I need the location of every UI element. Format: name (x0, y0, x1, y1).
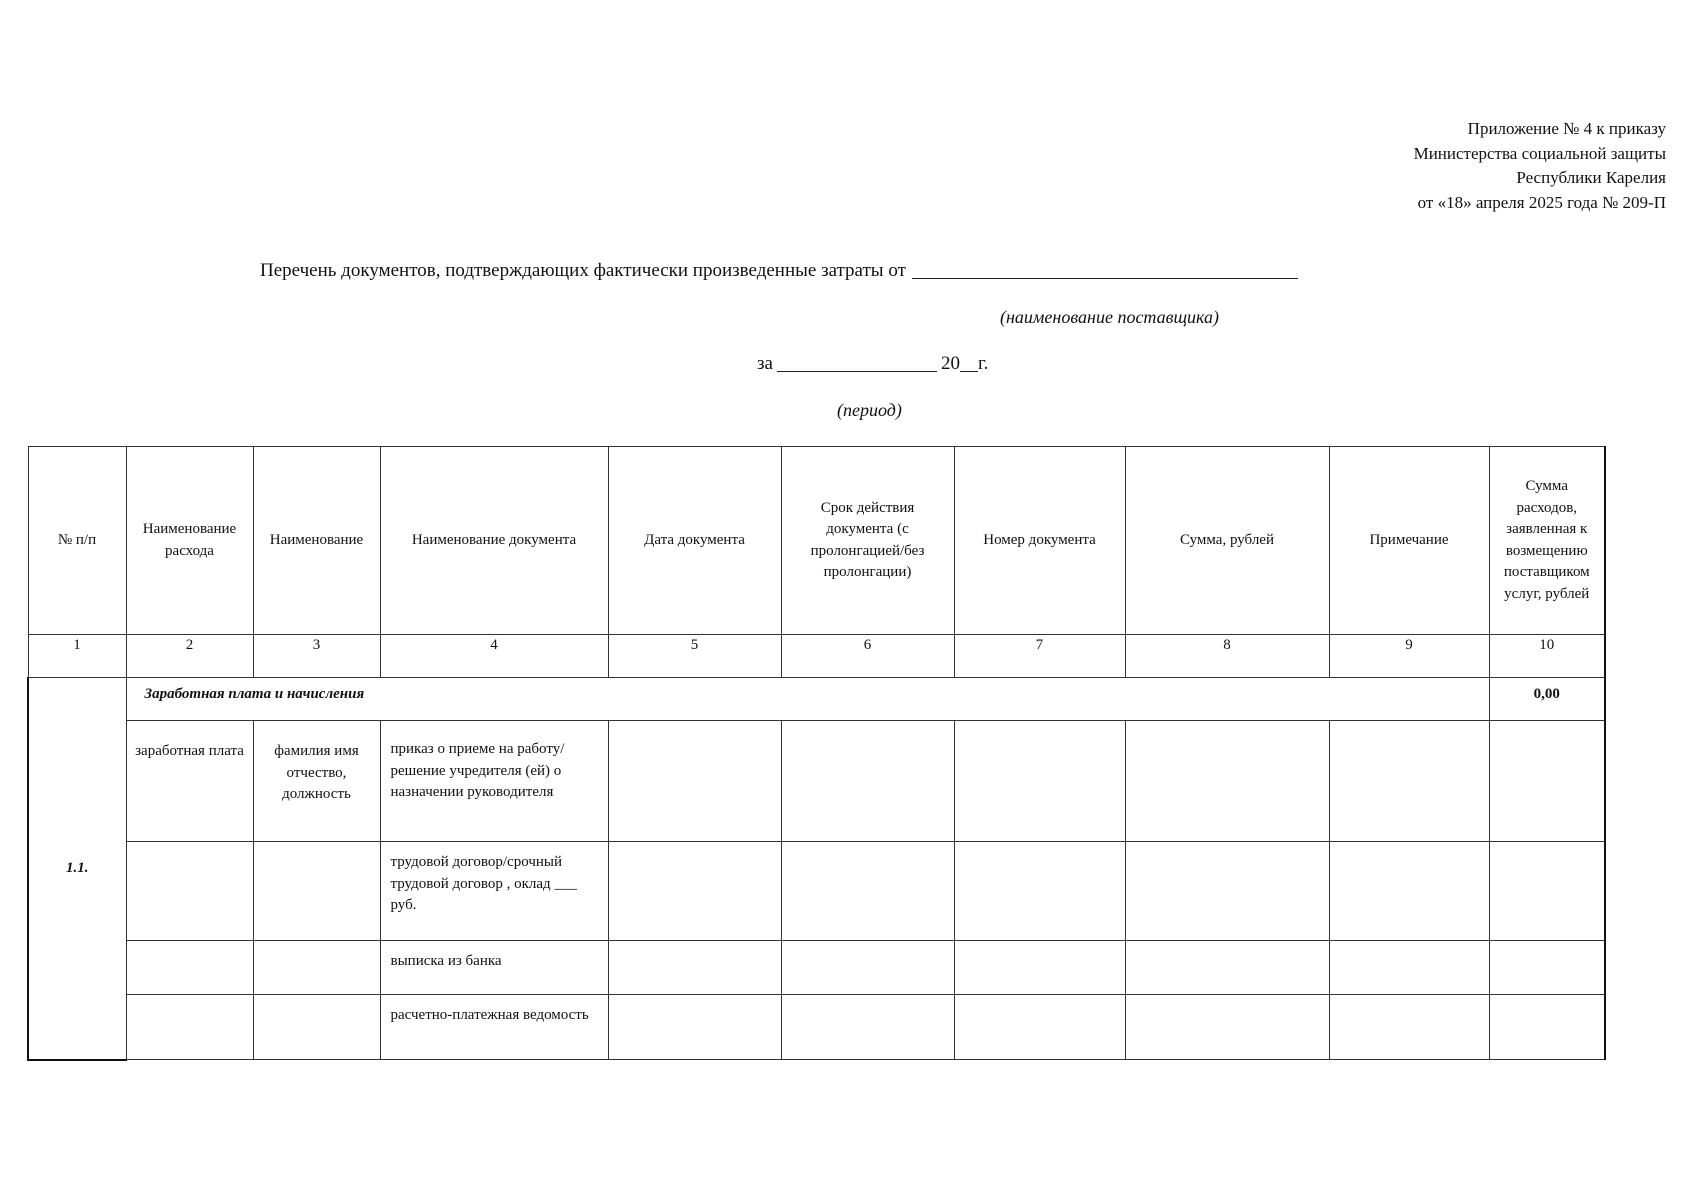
appendix-line: от «18» апреля 2025 года № 209-П (1417, 192, 1666, 212)
table-row (28, 995, 1605, 1060)
appendix-line: Республики Карелия (1516, 168, 1666, 187)
header-cell: № п/п (28, 447, 126, 635)
column-number: 5 (608, 635, 781, 678)
header-cell: Срок действия документа (с пролонгацией/без пролонгации) (781, 447, 954, 635)
validity-cell[interactable] (781, 941, 954, 995)
table-row (28, 842, 1605, 941)
validity-cell[interactable] (781, 721, 954, 842)
column-number: 1 (28, 635, 126, 678)
expense-cell[interactable] (126, 995, 253, 1060)
table-row (28, 721, 1605, 842)
header-cell: Дата документа (608, 447, 781, 635)
appendix-line: Министерства социальной защиты (1413, 143, 1666, 163)
period-year: 20 (940, 353, 960, 374)
year-blank-field[interactable] (960, 353, 978, 372)
document-cell[interactable]: приказ о приеме на работу/ решение учредителя (ей) о назначении руководителя (380, 721, 608, 842)
column-number: 6 (781, 635, 954, 678)
validity-cell[interactable] (781, 842, 954, 941)
date-cell[interactable] (608, 995, 781, 1060)
name-cell[interactable] (253, 941, 380, 995)
expense-cell[interactable] (126, 941, 253, 995)
note-cell[interactable] (1329, 842, 1489, 941)
header-cell: Номер документа (954, 447, 1125, 635)
document-title (260, 259, 1298, 282)
expense-cell[interactable]: заработная плата (126, 721, 253, 842)
name-cell[interactable] (253, 842, 380, 941)
name-cell[interactable]: фамилия имя отчество, должность (253, 721, 380, 842)
column-number: 7 (954, 635, 1125, 678)
claimed-sum-cell[interactable] (1489, 941, 1605, 995)
header-cell: Наименование расхода (126, 447, 253, 635)
column-number: 10 (1489, 635, 1605, 678)
section-label: Заработная плата и начисления (126, 678, 1489, 721)
period-line (757, 353, 988, 375)
claimed-sum-cell[interactable] (1489, 842, 1605, 941)
amount-cell[interactable] (1125, 721, 1329, 842)
appendix-line: Приложение № 4 к приказу (1467, 119, 1666, 138)
note-cell[interactable] (1329, 941, 1489, 995)
column-number-row (28, 635, 1605, 678)
column-number: 3 (253, 635, 380, 678)
document-cell[interactable]: выписка из банка (380, 941, 608, 995)
doc-number-cell[interactable] (954, 995, 1125, 1060)
doc-number-cell[interactable] (954, 941, 1125, 995)
document-cell[interactable]: расчетно-платежная ведомость (380, 995, 608, 1060)
title-text: Перечень документов, подтверждающих фактически произведенные затраты от (260, 260, 906, 281)
column-number: 4 (380, 635, 608, 678)
header-cell: Сумма, рублей (1125, 447, 1329, 635)
amount-cell[interactable] (1125, 842, 1329, 941)
header-cell: Сумма расходов, заявленная к возмещению поставщиком услуг, рублей (1489, 447, 1605, 635)
section-sum: 0,00 (1489, 678, 1605, 721)
doc-number-cell[interactable] (954, 842, 1125, 941)
documents-table (27, 446, 1606, 1061)
claimed-sum-cell[interactable] (1489, 721, 1605, 842)
amount-cell[interactable] (1125, 995, 1329, 1060)
amount-cell[interactable] (1125, 941, 1329, 995)
expense-cell[interactable] (126, 842, 253, 941)
doc-number-cell[interactable] (954, 721, 1125, 842)
claimed-sum-cell[interactable] (1489, 995, 1605, 1060)
row-number-cell: 1.1. (28, 678, 126, 1060)
note-cell[interactable] (1329, 995, 1489, 1060)
section-row (28, 678, 1605, 721)
note-cell[interactable] (1329, 721, 1489, 842)
supplier-note: (наименование поставщика) (1000, 307, 1220, 327)
period-blank-field[interactable] (777, 353, 937, 372)
appendix-block (1414, 117, 1666, 215)
name-cell[interactable] (253, 995, 380, 1060)
period-note: (период) (837, 400, 902, 420)
date-cell[interactable] (608, 721, 781, 842)
validity-cell[interactable] (781, 995, 954, 1060)
header-cell: Наименование документа (380, 447, 608, 635)
column-number: 9 (1329, 635, 1489, 678)
date-cell[interactable] (608, 842, 781, 941)
period-suffix: г. (977, 353, 989, 374)
document-cell[interactable]: трудовой договор/срочный трудовой договор , оклад ___ руб. (380, 842, 608, 941)
header-row (28, 447, 1605, 635)
column-number: 2 (126, 635, 253, 678)
header-cell: Наименование (253, 447, 380, 635)
period-prefix: за (757, 353, 773, 374)
header-cell: Примечание (1329, 447, 1489, 635)
date-cell[interactable] (608, 941, 781, 995)
column-number: 8 (1125, 635, 1329, 678)
table-row (28, 941, 1605, 995)
supplier-blank-field[interactable] (912, 259, 1298, 279)
